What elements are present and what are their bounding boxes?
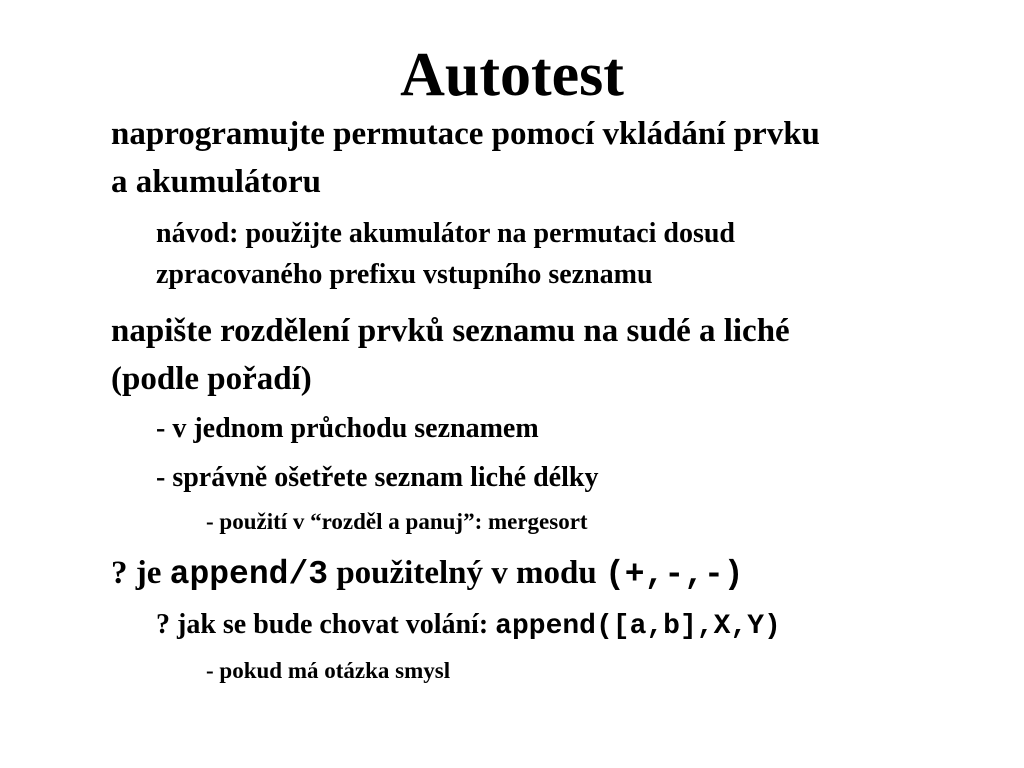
bullet-split-cont: (podle pořadí) [111,361,312,397]
bullet-permutations: naprogramujte permutace pomocí vkládání prvku [111,116,820,152]
append-mode-text-a: ? je [111,555,170,591]
bullet-split: napište rozdělení prvků seznamu na sudé a liché [111,313,790,349]
bullet-append-mode [111,553,744,595]
append-mode-code-b: (+,-,-) [604,556,744,593]
sub-odd-length: - správně ošetřete seznam liché délky [156,462,599,493]
append-mode-text-b: použitelný v modu [328,555,605,591]
append-call-text: ? jak se bude chovat volání: [156,609,496,640]
sub-single-pass: - v jednom průchodu seznamem [156,413,539,444]
sub-hint-cont: zpracovaného prefixu vstupního seznamu [156,259,653,290]
bullet-permutations-cont: a akumulátoru [111,164,321,200]
append-mode-code-a: append/3 [169,556,329,593]
subsub-mergesort: - použití v “rozděl a panuj”: mergesort [206,509,588,534]
sub-append-call [156,608,781,644]
slide-title: Autotest [400,41,624,109]
append-call-code: append([a,b],X,Y) [495,611,781,642]
subsub-if-meaningful: - pokud má otázka smysl [206,658,451,683]
sub-hint: návod: použijte akumulátor na permutaci dosud [156,218,736,249]
